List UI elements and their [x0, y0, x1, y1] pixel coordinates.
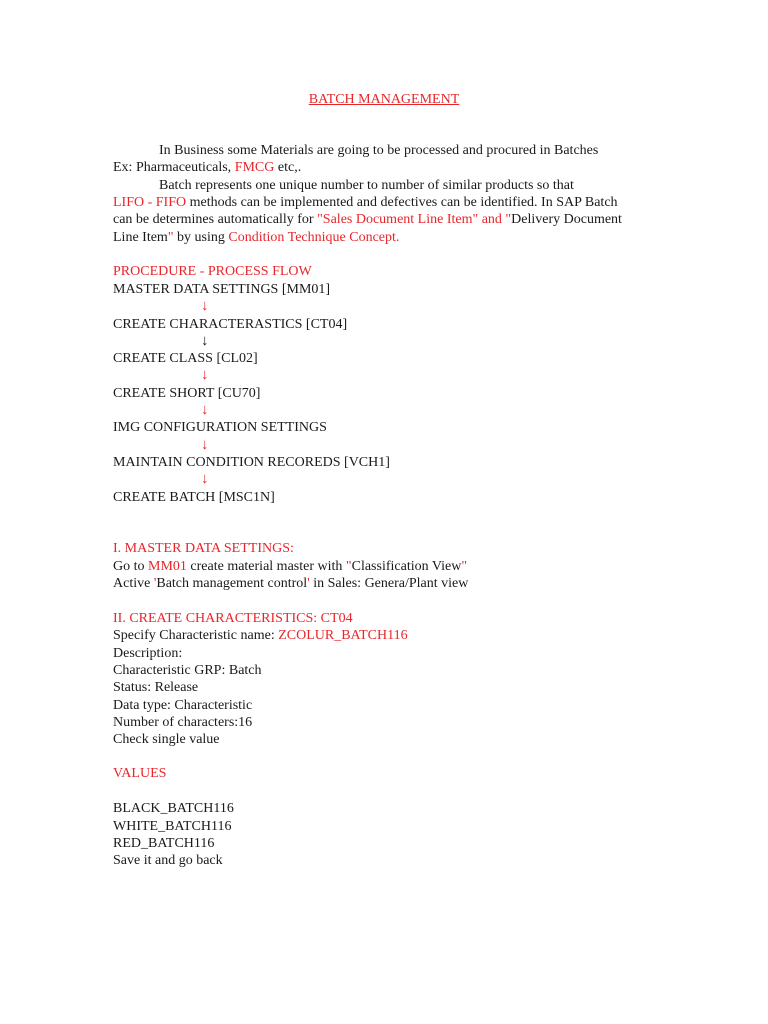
flow-arrow-icon: ↓	[201, 333, 209, 349]
intro-ex-prefix: Ex: Pharmaceuticals,	[113, 160, 235, 175]
intro-line-6-a: Line Item	[113, 230, 168, 245]
values-item: WHITE_BATCH116	[113, 819, 232, 834]
section2-line: Data type: Characteristic	[113, 698, 253, 713]
intro-line-3: Batch represents one unique number to number of similar products so that	[159, 178, 574, 193]
section1-line-2	[113, 575, 468, 592]
intro-line-2	[113, 159, 301, 176]
intro-line-6	[113, 229, 399, 246]
flow-step: MAINTAIN CONDITION RECOREDS [VCH1]	[113, 455, 390, 470]
intro-line-1: In Business some Materials are going to be processed and procured in Batches	[159, 143, 599, 158]
flow-step: IMG CONFIGURATION SETTINGS	[113, 420, 327, 435]
section1-mm01: MM01	[148, 559, 187, 574]
flow-arrow-icon: ↓	[201, 298, 209, 314]
values-footer: Save it and go back	[113, 853, 223, 868]
section1-quote-close: "	[461, 559, 468, 574]
section2-line: Number of characters:16	[113, 715, 253, 730]
section1-line-2-quote-open: '	[153, 576, 157, 591]
document-title: BATCH MANAGEMENT	[308, 92, 460, 107]
section1-line-2-quote-close: '	[307, 576, 310, 591]
flow-arrow-icon: ↓	[201, 437, 209, 453]
intro-line-5-a: can be determines automatically for	[113, 212, 318, 227]
intro-line-6-quote: "	[167, 230, 174, 245]
intro-condition-technique: Condition Technique Concept	[228, 230, 396, 245]
values-heading: VALUES	[113, 766, 167, 781]
section1-line-2-a: Active	[113, 576, 154, 591]
section1-line-1-b: create material master with	[186, 559, 346, 574]
section1-line-1	[113, 558, 467, 575]
intro-ex-suffix: etc,.	[274, 160, 302, 175]
section2-line: Description:	[113, 646, 183, 661]
flow-arrow-icon: ↓	[201, 402, 209, 418]
values-item: RED_BATCH116	[113, 836, 215, 851]
intro-line-6-b: by using	[173, 230, 229, 245]
section1-quote-open: "	[345, 559, 352, 574]
section2-name-line	[113, 627, 408, 644]
flow-step: MASTER DATA SETTINGS [MM01]	[113, 282, 331, 297]
flow-step: CREATE CHARACTERASTICS [CT04]	[113, 317, 348, 332]
flow-step: CREATE CLASS [CL02]	[113, 351, 258, 366]
intro-line-5	[113, 211, 622, 228]
intro-line-4	[113, 194, 618, 211]
flow-arrow-icon: ↓	[201, 367, 209, 383]
section2-line: Check single value	[113, 732, 220, 747]
flow-arrow-icon: ↓	[201, 471, 209, 487]
intro-fmcg: FMCG	[234, 160, 275, 175]
intro-line-6-end: .	[395, 230, 400, 245]
section1-batch-control: Batch management control	[156, 576, 308, 591]
section1-line-2-c: in Sales: Genera/Plant view	[309, 576, 469, 591]
section1-heading: I. MASTER DATA SETTINGS:	[113, 541, 294, 556]
section2-name-label: Specify Characteristic name:	[113, 628, 279, 643]
values-item: BLACK_BATCH116	[113, 801, 234, 816]
flow-step: CREATE SHORT [CU70]	[113, 386, 261, 401]
flow-heading: PROCEDURE - PROCESS FLOW	[113, 264, 312, 279]
intro-line-5-quoted: "Sales Document Line Item" and "	[317, 212, 512, 227]
section2-name-value: ZCOLUR_BATCH116	[278, 628, 408, 643]
section1-classification-view: Classification View	[351, 559, 462, 574]
section2-heading: II. CREATE CHARACTERISTICS: CT04	[113, 611, 353, 626]
intro-line-4-rest: methods can be implemented and defectives can be identified. In SAP Batch	[186, 195, 618, 210]
intro-lifo-fifo: LIFO - FIFO	[113, 195, 187, 210]
intro-line-5-b: Delivery Document	[511, 212, 622, 227]
flow-step: CREATE BATCH [MSC1N]	[113, 490, 275, 505]
section2-line: Status: Release	[113, 680, 199, 695]
section2-line: Characteristic GRP: Batch	[113, 663, 262, 678]
section1-line-1-a: Go to	[113, 559, 148, 574]
